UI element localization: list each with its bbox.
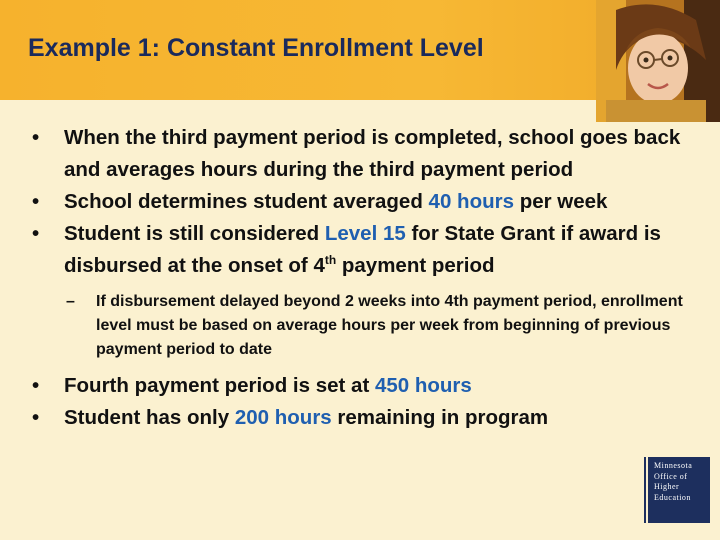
superscript-th: th (324, 253, 337, 268)
slide-title: Example 1: Constant Enrollment Level (28, 34, 484, 62)
mohe-logo (648, 457, 710, 523)
logo-line-3: Higher (654, 482, 680, 491)
highlight-200-hours: 200 hours (234, 406, 332, 429)
logo-divider (644, 457, 646, 523)
highlight-40-hours: 40 hours (428, 190, 514, 213)
bullet-2 (30, 186, 690, 218)
bullet-text-pre: School determines student averaged (64, 190, 429, 213)
bullet-symbol: • (32, 406, 40, 429)
child-photo-illustration (596, 0, 720, 122)
bullet-5 (30, 402, 690, 434)
child-photo (596, 0, 720, 122)
logo-line-2: Office of (654, 471, 688, 481)
bullet-text-pre: Student has only (64, 406, 235, 429)
sub-bullet-text: If disbursement delayed beyond 2 weeks into 4th payment period, enrollment level must be based on average hours per week from beginning of previous payment period to date (96, 293, 683, 358)
bullet-text-post: for State Grant if award is disbursed at the onset of 4 (64, 222, 661, 277)
bullet-symbol: • (32, 222, 40, 245)
bullet-text: When the third payment period is completed, school goes back and averages hours during the third payment period (64, 126, 681, 181)
bullet-symbol: • (32, 190, 40, 213)
bullet-text-pre: Student is still considered (64, 222, 325, 245)
bullet-symbol: • (32, 126, 40, 149)
bullet-3 (30, 218, 690, 282)
bullet-text-post: per week (514, 190, 608, 213)
bullet-text-post2: payment period (336, 254, 495, 277)
bullet-text-pre: Fourth payment period is set at (64, 374, 375, 397)
slide-content (30, 122, 690, 434)
sub-bullet (30, 290, 690, 362)
highlight-450-hours: 450 hours (374, 374, 472, 397)
bullet-4 (30, 370, 690, 402)
bullet-1 (30, 122, 690, 186)
highlight-level-15: Level 15 (324, 222, 406, 245)
bullet-symbol: • (32, 374, 40, 397)
bullet-text-post: remaining in program (331, 406, 549, 429)
sub-bullet-dash: – (66, 293, 75, 310)
logo-line-1: Minnesota (654, 461, 693, 470)
logo-line-4: Education (654, 492, 691, 502)
